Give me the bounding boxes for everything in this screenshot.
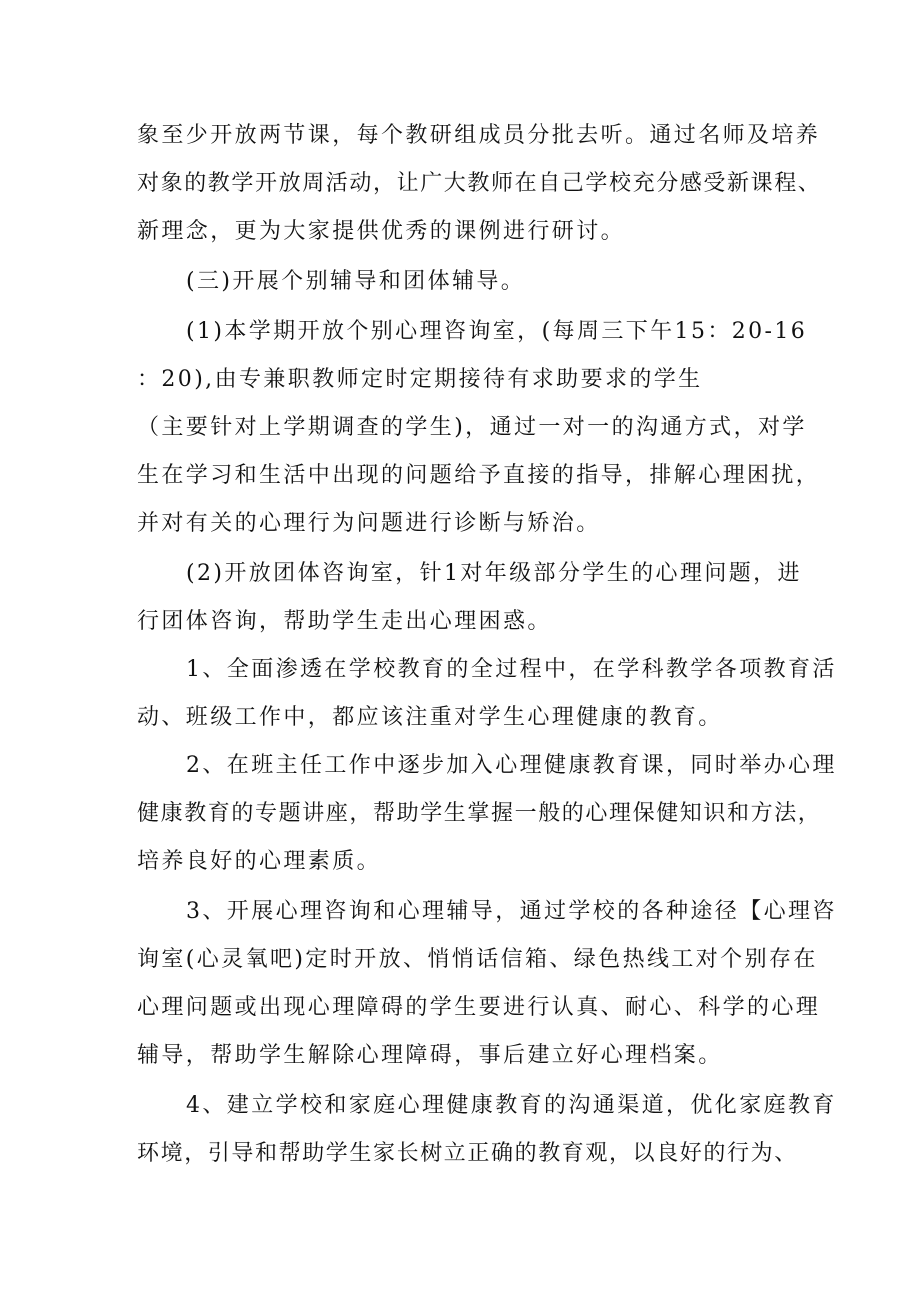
text-line-14: 2、在班主任工作中逐步加入心理健康教育课，同时举办心理 (186, 753, 837, 778)
text-line-5: (1)本学期开放个别心理咨询室，(每周三下午15：20-16 (186, 319, 808, 344)
text-line-17: 3、开展心理咨询和心理辅导，通过学校的各种途径【心理咨 (186, 899, 837, 924)
text-line-13: 动、班级工作中，都应该注重对学生心理健康的教育。 (137, 705, 723, 730)
text-line-9: 并对有关的心理行为问题进行诊断与矫治。 (137, 511, 601, 536)
text-line-10: (2)开放团体咨询室，针1对年级部分学生的心理问题，进 (186, 561, 802, 586)
text-line-20: 辅导，帮助学生解除心理障碍，事后建立好心理档案。 (137, 1043, 723, 1068)
text-line-7: （主要针对上学期调查的学生)，通过一对一的沟通方式，对学 (137, 415, 807, 440)
text-line-8: 生在学习和生活中出现的问题给予直接的指导，排解心理困扰， (137, 463, 821, 488)
text-line-18: 询室(心灵氧吧)定时开放、悄悄话信箱、绿色热线工对个别存在 (137, 947, 818, 972)
text-line-21: 4、建立学校和家庭心理健康教育的沟通渠道，优化家庭教育 (186, 1093, 837, 1118)
section-heading: (三)开展个别辅导和团体辅导。 (186, 269, 526, 294)
text-line-2: 对象的教学开放周活动，让广大教师在自己学校充分感受新课程、 (137, 171, 822, 196)
text-line-11: 行团体咨询，帮助学生走出心理困惑。 (137, 609, 552, 634)
text-line-12: 1、全面渗透在学校教育的全过程中，在学科教学各项教育活 (186, 657, 837, 682)
text-line-19: 心理问题或出现心理障碍的学生要进行认真、耐心、科学的心理 (137, 995, 821, 1020)
text-line-1: 象至少开放两节课，每个教研组成员分批去听。通过名师及培养 (137, 123, 821, 148)
text-line-16: 培养良好的心理素质。 (137, 849, 382, 874)
text-line-3: 新理念，更为大家提供优秀的课例进行研讨。 (137, 219, 626, 244)
text-line-22: 环境，引导和帮助学生家长树立正确的教育观，以良好的行为、 (137, 1141, 798, 1166)
text-line-15: 健康教育的专题讲座，帮助学生掌握一般的心理保健知识和方法， (137, 801, 822, 826)
text-line-6: ：20),由专兼职教师定时定期接待有求助要求的学生 (137, 367, 703, 392)
